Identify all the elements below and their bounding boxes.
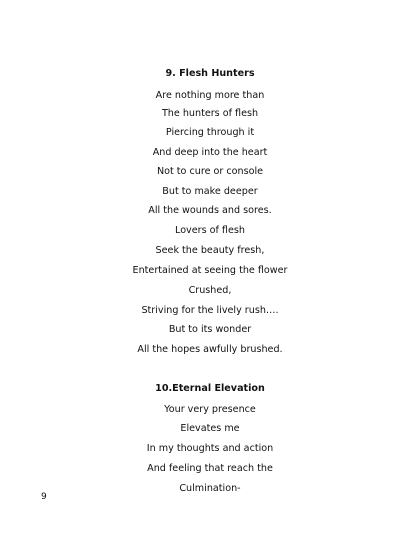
poem-title: 9. Flesh Hunters	[165, 68, 255, 79]
poem-line: The hunters of flesh	[161, 108, 259, 119]
poem-line: All the hopes awfully brushed.	[137, 344, 283, 355]
poem-title: 10.Eternal Elevation	[155, 383, 265, 394]
poem-line: Crushed,	[188, 285, 232, 296]
poem-line: Your very presence	[164, 404, 256, 415]
poem-line: Not to cure or console	[156, 166, 264, 177]
poem-line: Elevates me	[180, 423, 240, 434]
poem-line: All the wounds and sores.	[148, 205, 272, 216]
poem-line: And feeling that reach the	[147, 463, 273, 474]
poem-line: Entertained at seeing the flower	[132, 265, 288, 276]
poem-line: Lovers of flesh	[175, 225, 245, 236]
poem-line: And deep into the heart	[152, 147, 268, 158]
page-number: 9	[41, 492, 47, 502]
poem-line: Are nothing more than	[155, 90, 265, 101]
poem-line: Piercing through it	[165, 127, 255, 138]
poem-line: But to make deeper	[162, 186, 258, 197]
poem-line: Culmination-	[179, 483, 241, 494]
poem-line: In my thoughts and action	[146, 443, 274, 454]
poem-line: Striving for the lively rush….	[141, 305, 279, 316]
poem-line: Seek the beauty fresh,	[155, 245, 265, 256]
poem-line: But to its wonder	[168, 324, 252, 335]
